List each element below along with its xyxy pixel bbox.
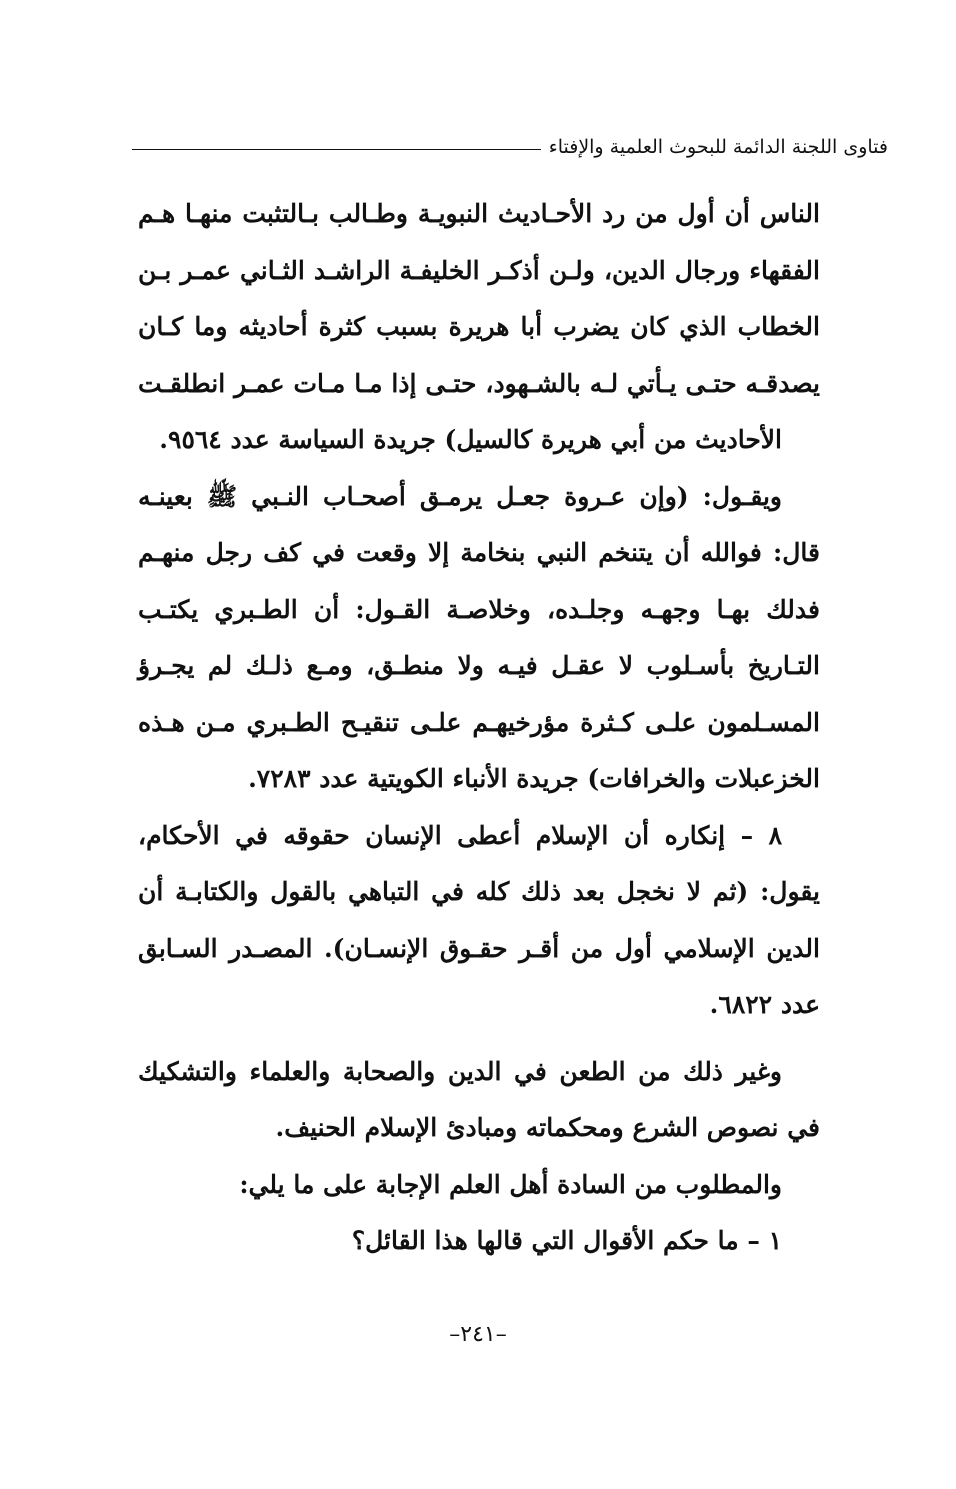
body-line: المسـلمون علـى كـثرة مؤرخيهـم علـى تنقيـح الطـبري مـن هـذه (138, 707, 820, 737)
body-line: الخزعبلات والخرافات) جريدة الأنباء الكويتية عدد ٧٢٨٣. (248, 764, 820, 793)
page-number: –٢٤١– (449, 1322, 507, 1347)
body-line: الفقهاء ورجال الدين، ولـن أذكـر الخليفـة الراشـد الثـاني عمـر بـن (138, 255, 820, 285)
body-text (138, 186, 820, 1270)
body-line: الأحاديث من أبي هريرة كالسيل) جريدة السياسة عدد ٩٥٦٤. (159, 425, 782, 454)
body-line: قال: فوالله أن يتنخم النبي بنخامة إلا وقعت في كف رجل منهـم (138, 538, 820, 567)
body-line: وغير ذلك من الطعن في الدين والصحابة والعلماء والتشكيك (138, 1056, 782, 1086)
body-line: يقول: (ثم لا نخجل بعد ذلك كله في التباهي بالقول والكتابـة أن (138, 877, 820, 906)
paragraph-gap (138, 1034, 820, 1044)
running-header (132, 130, 888, 164)
body-line: الخطاب الذي كان يضرب أبا هريرة بسبب كثرة أحاديثه وما كـان (138, 312, 820, 341)
body-line: يصدقـه حتـى يـأتي لـه بالشـهود، حتـى إذا مـا مـات عمـر انطلقـت (138, 368, 820, 398)
body-line: عدد ٦٨٢٢. (709, 990, 820, 1019)
body-line: ٨ – إنكاره أن الإسلام أعطى الإنسان حقوقه في الأحكام، (138, 820, 782, 850)
body-line: ١ – ما حكم الأقوال التي قالها هذا القائل؟ (351, 1226, 782, 1255)
body-line: فدلك بهـا وجهـه وجلـده، وخلاصـة القـول: أن الطـبري يكتـب (138, 594, 820, 624)
body-line: الناس أن أول من رد الأحـاديث النبويـة وطـالب بـالتثبت منهـا هـم (138, 199, 820, 228)
body-line: الدين الإسلامي أول من أقـر حقـوق الإنسـان). المصـدر السـابق (138, 933, 820, 963)
body-line: في نصوص الشرع ومحكماته ومبادئ الإسلام الحنيف. (275, 1113, 820, 1142)
header-title: فتاوى اللجنة الدائمة للبحوث العلمية والإفتاء (548, 136, 888, 158)
body-line: التـاريخ بأسـلوب لا عقـل فيـه ولا منطـق، ومـع ذلـك لم يجـرؤ (138, 651, 820, 680)
body-line: والمطلوب من السادة أهل العلم الإجابة على ما يلي: (239, 1169, 782, 1199)
body-line: ويقـول: (وإن عـروة جعـل يرمـق أصحـاب النـبي ﷺ بعينـه (138, 481, 782, 511)
header-rule (132, 149, 541, 150)
